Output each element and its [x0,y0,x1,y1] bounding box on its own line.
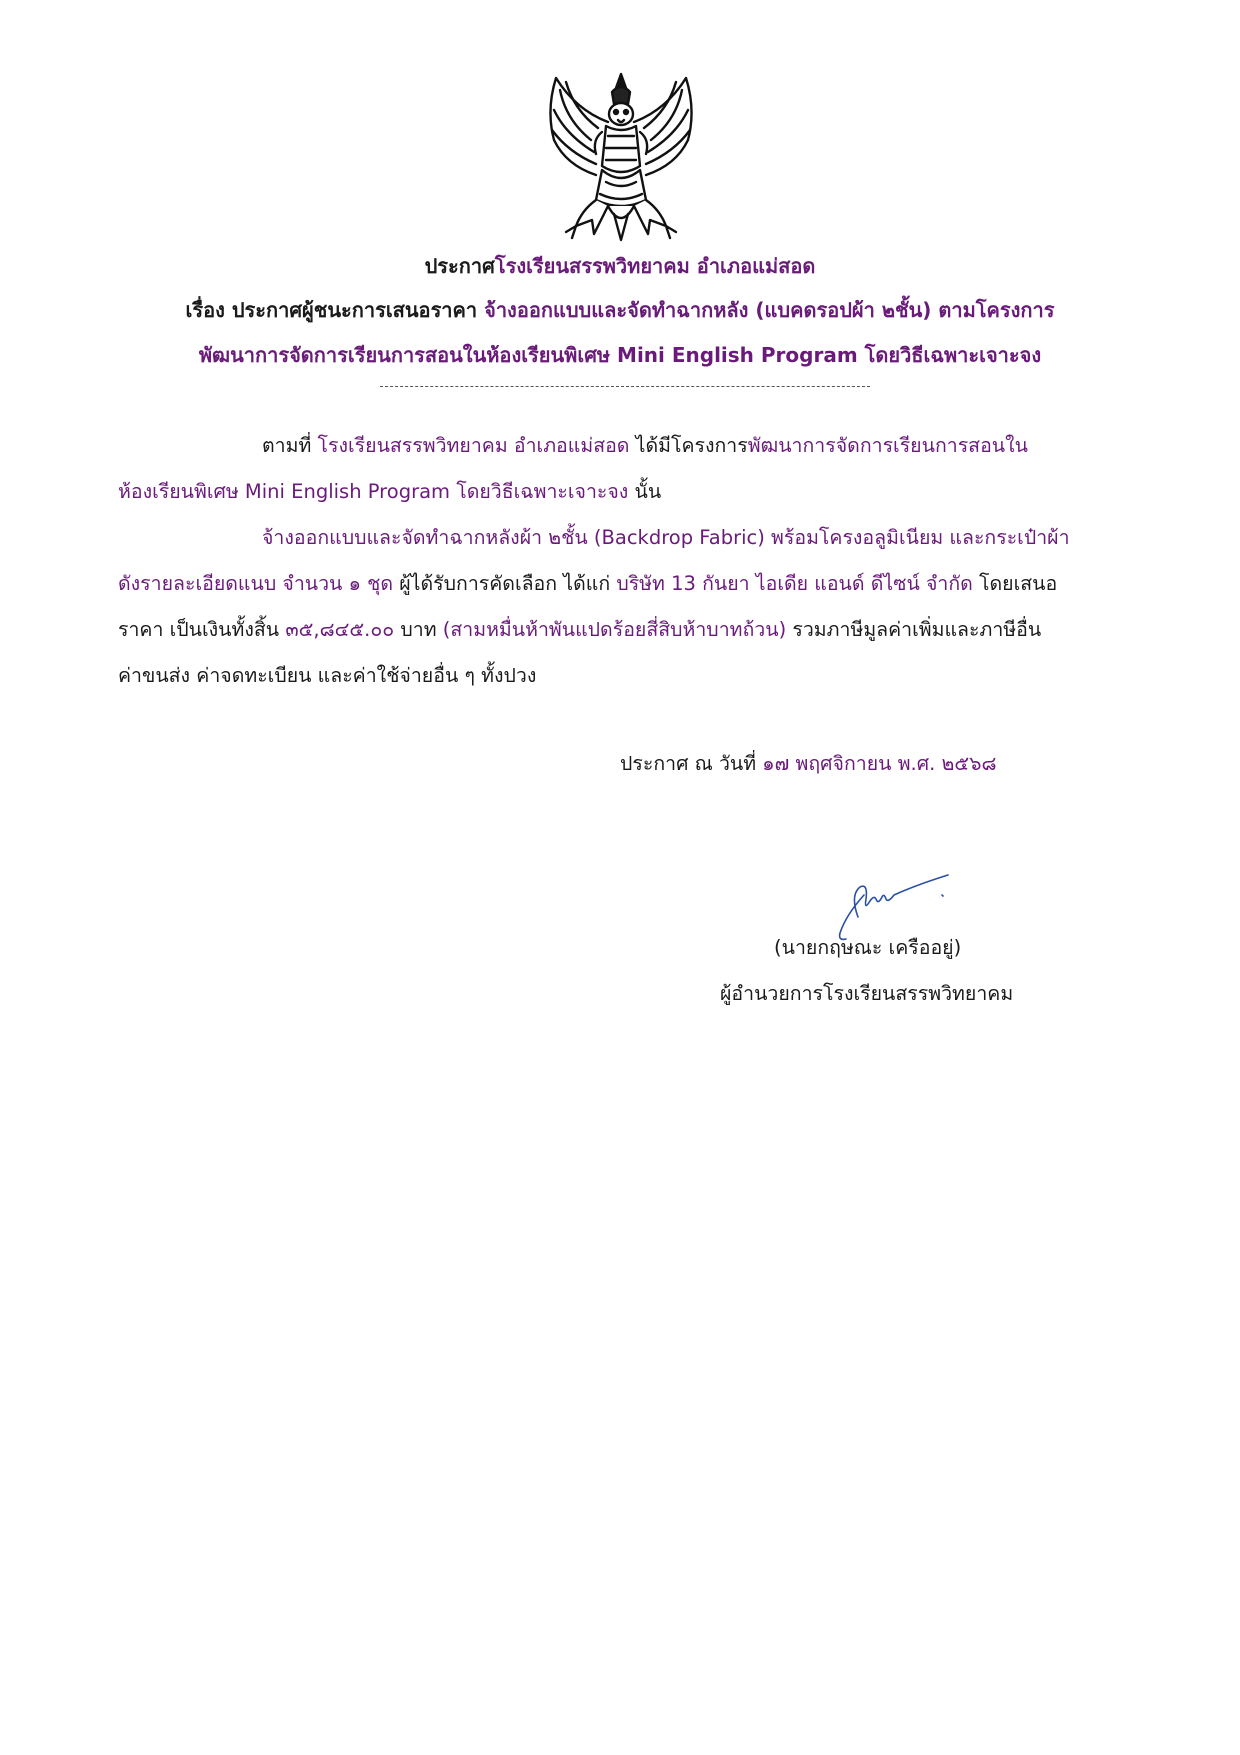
announcement-date [620,748,997,779]
winner-company: บริษัท 13 กันยา ไอเดีย แอนด์ ดีไซน์ จำกัด [616,572,973,595]
title-prefix: ประกาศ [424,254,495,278]
body-school-name: โรงเรียนสรรพวิทยาคม อำเภอแม่สอด [317,434,630,457]
body-text: ราคา เป็นเงินทั้งสิ้น [118,618,286,641]
body-p2-line3 [118,614,1041,645]
date-value: ๑๗ พฤศจิกายน พ.ศ. ๒๕๖๘ [762,752,997,775]
subject-line [0,294,1240,326]
item-detail: ดังรายละเอียดแนบ จำนวน ๑ ชุด [118,572,394,595]
body-p1-line1 [262,430,1028,461]
body-text: ได้มีโครงการ [629,434,748,457]
announcement-title [0,250,1240,282]
body-text: นั้น [628,480,662,503]
body-project: ห้องเรียนพิเศษ Mini English Program โดยวิธีเฉพาะเจาะจง [118,480,629,503]
price-in-words: (สามหมื่นห้าพันแปดร้อยสี่สิบห้าบาทถ้วน) [442,618,787,641]
project-line: พัฒนาการจัดการเรียนการสอนในห้องเรียนพิเศษ Mini English Program โดยวิธีเฉพาะเจาะจง [198,343,1042,367]
signatory-name: (นายกฤษณะ เครืออยู่) [774,936,962,959]
subject-text: จ้างออกแบบและจัดทำฉากหลัง (แบคดรอปผ้า ๒ชั้น) ตามโครงการ [484,298,1055,322]
body-p2-line1: จ้างออกแบบและจัดทำฉากหลังผ้า ๒ชั้น (Backdrop Fabric) พร้อมโครงอลูมิเนียม และกระเป๋าผ้า [262,526,1070,549]
price-amount: ๓๕,๘๔๕.๐๐ [285,618,395,641]
body-text: ตามที่ [262,434,318,457]
body-p2-line2 [118,568,1057,599]
body-p1-line2 [118,476,661,507]
subject-prefix: เรื่อง ประกาศผู้ชนะการเสนอราคา [185,298,485,322]
body-text: โดยเสนอ [972,572,1058,595]
garuda-emblem-icon [536,70,706,250]
signatory-position: ผู้อำนวยการโรงเรียนสรรพวิทยาคม [720,982,1014,1005]
body-project: พัฒนาการจัดการเรียนการสอนใน [747,434,1028,457]
date-label: ประกาศ ณ วันที่ [620,752,763,775]
body-p2-line4: ค่าขนส่ง ค่าจดทะเบียน และค่าใช้จ่ายอื่น ๆ ทั้งปวง [118,664,537,687]
divider-line [380,386,870,387]
body-text: บาท [394,618,443,641]
school-name: โรงเรียนสรรพวิทยาคม อำเภอแม่สอด [494,254,816,278]
body-text: ผู้ได้รับการคัดเลือก ได้แก่ [393,572,617,595]
body-text: รวมภาษีมูลค่าเพิ่มและภาษีอื่น [786,618,1042,641]
